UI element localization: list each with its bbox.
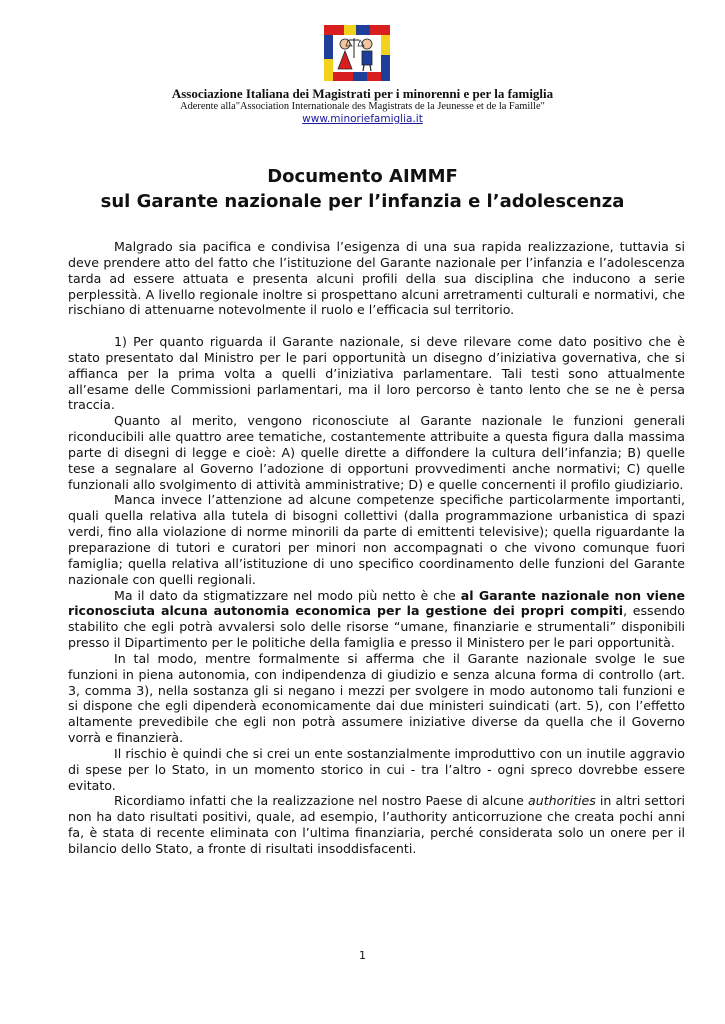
paragraph-text: In tal modo, mentre formalmente si afferma che il Garante nazionale svolge le sue funzioni in piena autonomia, con indipendenza di giudizio e senza alcuna forma di controllo (art. 3, comma 3), nella sostanza gli si negano i mezzi per svolgere in modo autonomo tali funzioni e si dispone che egli dipenderà economicamente dai due ministeri suindicati (art. 5), con l’effetto altamente prevedibile che egli non potrà assumere iniziative diverse da quella che il Governo vorrà e finanzierà. [68, 650, 685, 746]
paragraph-intro [68, 239, 685, 318]
paragraph-text: Quanto al merito, vengono riconosciute al Garante nazionale le funzioni generali riconducibili alle quattro aree tematiche, costantemente attribuite a questa figura dalla massima parte di disegni di legge e cioè: A) quelle dirette a diffondere la cultura dell’infanzia; B) quelle tese a segnalare al Governo l’adozione di opportuni provvedimenti anche normativi; C) quelle funzionali allo svolgimento di attività amministrative; D) e quelle concernenti il profilo giudiziario. [68, 413, 685, 492]
bold-emphasis: al Garante nazionale non viene riconosciuta alcuna autonomia economica per la gestione dei propri compiti [68, 587, 685, 619]
paragraph-missing-competences [68, 492, 685, 587]
association-logo [323, 24, 391, 82]
paragraph-text: in altri settori non ha dato risultati positivi, quale, ad esempio, l’authority anticorruzione che creata pochi anni fa, è stata di recente eliminata con l’ultima finanziaria, perché considerata solo un onere per il bilancio dello Stato, a fronte di risultati insoddisfacenti. [68, 793, 685, 857]
paragraph-text: , essendo stabilito che egli potrà avvalersi solo delle risorse “umane, finanziarie e strumentali” disponibili presso il Dipartimento per le politiche della famiglia e presso il Ministero per le pari opportunità. [68, 603, 685, 651]
paragraph-text: Manca invece l’attenzione ad alcune competenze specifiche particolarmente importanti, quali quella relativa alla tutela di bisogni collettivi (dalla programmazione urbanistica di spazi verdi, fino alla violazione di norme minorili da parte di emittenti televisive); quella riguardante la preparazione di tutori e curatori per minori non accompagnati o che vivono comunque fuori famiglia; quella relativa all’istituzione di uno specifico coordinamento delle funzioni del Garante nazionale con quelli regionali. [68, 492, 685, 587]
document-subtitle: sul Garante nazionale per l’infanzia e l’adolescenza [100, 191, 625, 212]
document-body [68, 239, 685, 857]
paragraph-authorities [68, 793, 685, 856]
paragraph-text: Ma il dato da stigmatizzare nel modo più netto è che [114, 587, 461, 603]
paragraph-text: Ricordiamo infatti che la realizzazione nel nostro Paese di alcune [114, 793, 529, 809]
association-name: Associazione Italiana dei Magistrati per i minorenni e per la famiglia [171, 86, 554, 101]
paragraph-formal-autonomy [68, 651, 685, 746]
paragraph-merit [68, 413, 685, 492]
paragraph-risk [68, 746, 685, 794]
website-link[interactable]: www.minoriefamiglia.it [302, 113, 423, 125]
association-affiliation: Aderente alla"Association Internationale des Magistrats de la Jeunesse et de la Famille" [180, 101, 545, 112]
paragraph-text: Il rischio è quindi che si crei un ente sostanzialmente improduttivo con un inutile aggravio di spese per lo Stato, in un momento storico in cui - tra l’altro - ogni spreco dovrebbe essere evitato. [68, 745, 685, 793]
page-number: 1 [359, 949, 366, 962]
paragraph-text: 1) Per quanto riguarda il Garante nazionale, si deve rilevare come dato positivo che è stato presentato dal Ministro per le pari opportunità un disegno d’iniziativa governativa, che si affianca per la prima volta a quelli d’iniziativa parlamentare. Tali testi sono attualmente all’esame delle Commissioni parlamentari, ma il loro percorso è tanto lento che se ne è persa traccia. [68, 334, 685, 413]
paragraph-economic-autonomy [68, 588, 685, 651]
document-title: Documento AIMMF [267, 166, 458, 187]
italic-term: authorities [528, 793, 596, 809]
paragraph-text: Malgrado sia pacifica e condivisa l’esigenza di una sua rapida realizzazione, tuttavia si deve prendere atto del fatto che l’istituzione del Garante nazionale per l’infanzia e l’adolescenza tarda ad essere attuata e presenta alcuni profili della sua disciplina che inducono a serie perplessità. A livello regionale inoltre si prospettano alcuni arretramenti culturali e normativi, che rischiano di attenuarne notevolmente il ruolo e l’efficacia sul territorio. [68, 239, 685, 318]
paragraph-point-1 [68, 334, 685, 413]
